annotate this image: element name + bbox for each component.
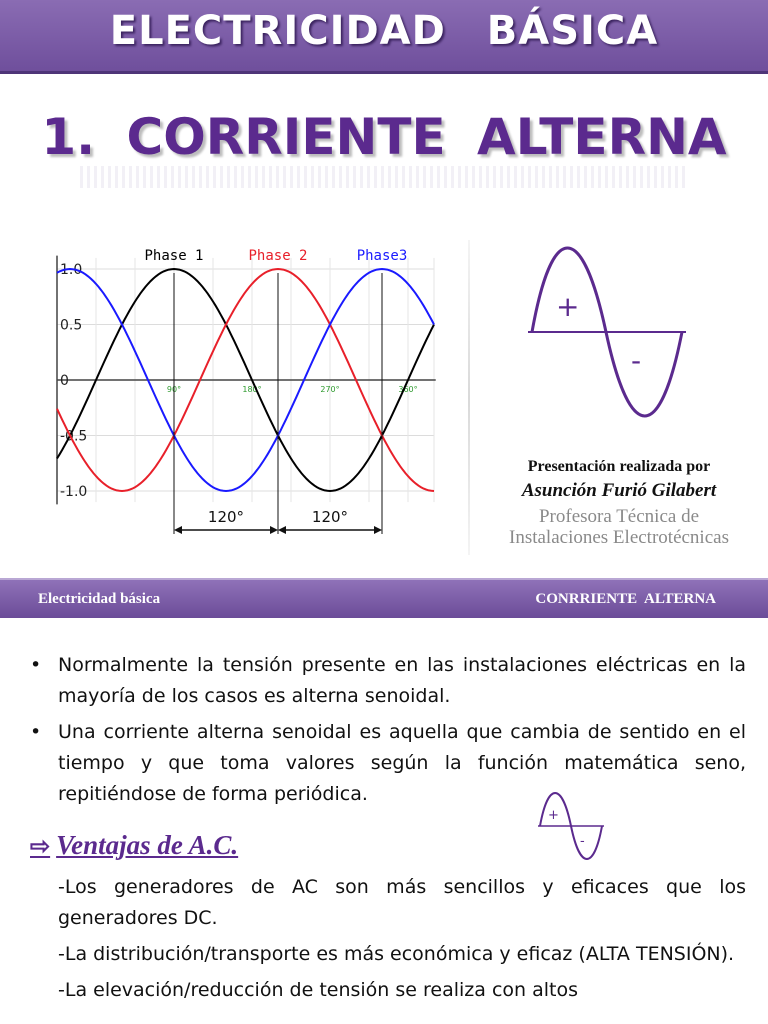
advantage-item: -La elevación/reducción de tensión se realiza con altos xyxy=(58,979,578,1001)
three-phase-chart xyxy=(40,235,450,545)
plus-sign: + xyxy=(556,290,580,323)
x-tick-label: 90° xyxy=(166,385,182,394)
author-role: Profesora Técnica de xyxy=(538,506,699,527)
y-tick-label: 1.0 xyxy=(60,262,83,278)
sine-wave-diagram xyxy=(520,240,690,420)
y-tick-labels xyxy=(60,262,87,500)
list-item xyxy=(30,650,746,712)
advantage-item: -Los generadores de AC son más sencillos y eficaces que los generadores DC. xyxy=(58,876,746,929)
author-specialty: Instalaciones Electrotécnicas xyxy=(509,527,729,548)
y-tick-label: -0.5 xyxy=(60,428,88,445)
arrow-icon: ⇨ xyxy=(30,834,51,860)
bullet-list xyxy=(30,650,746,815)
bullet-text: Una corriente alterna senoidal es aquella que cambia de sentido en el tiempo y que toma valores según la función matemática seno, repitiéndose de forma periódica. xyxy=(58,721,746,805)
y-tick-label: 0.5 xyxy=(60,317,83,334)
footer-topic: CONRRIENTE ALTERNA xyxy=(535,591,716,607)
dimension-label: 120° xyxy=(207,508,245,526)
dimension-markers xyxy=(174,273,382,534)
dimension-arrowhead xyxy=(174,526,182,534)
x-tick-label: 360° xyxy=(398,385,418,394)
dimension-arrowhead xyxy=(374,526,382,534)
small-sine-icon xyxy=(534,790,606,864)
x-tick-labels xyxy=(167,385,418,394)
advantages-heading-text: Ventajas de A.C. xyxy=(56,830,239,860)
title-reflection xyxy=(80,166,688,188)
dimension-arrowhead xyxy=(270,526,278,534)
dimension-label: 120° xyxy=(311,508,349,526)
advantages-list xyxy=(58,872,746,1011)
small-plus-sign: + xyxy=(548,808,559,823)
y-tick-label: -1.0 xyxy=(60,484,88,500)
minus-sign: - xyxy=(631,344,642,377)
chart-axes xyxy=(57,256,436,505)
footer-band xyxy=(0,578,768,618)
list-item xyxy=(30,717,746,810)
credits-intro: Presentación realizada por xyxy=(527,458,711,475)
x-tick-label: 270° xyxy=(320,385,340,394)
small-minus-sign: - xyxy=(580,834,585,849)
bullet-icon: • xyxy=(30,654,42,676)
legend xyxy=(144,248,407,264)
bullet-icon: • xyxy=(30,721,42,743)
footer-course: Electricidad básica xyxy=(38,591,161,607)
author-name: Asunción Furió Gilabert xyxy=(521,480,717,501)
credits-block xyxy=(478,458,760,548)
advantages-heading xyxy=(30,830,238,861)
banner-title: ELECTRICIDAD BÁSICA xyxy=(109,8,659,54)
legend-entry: Phase 2 xyxy=(248,248,308,264)
legend-entry: Phase 1 xyxy=(144,248,204,264)
slide-title: 1. CORRIENTE ALTERNA xyxy=(41,108,727,166)
advantage-item: -La distribución/transporte es más económica y eficaz (ALTA TENSIÓN). xyxy=(58,943,735,965)
vertical-divider xyxy=(468,240,470,555)
bullet-text: Normalmente la tensión presente en las instalaciones eléctricas en la mayoría de los casos es alterna senoidal. xyxy=(58,654,746,707)
y-tick-label: 0 xyxy=(60,373,69,389)
legend-entry: Phase3 xyxy=(356,248,408,264)
dimension-arrowhead xyxy=(278,526,286,534)
x-tick-label: 180° xyxy=(242,385,262,394)
title-banner xyxy=(0,0,768,74)
